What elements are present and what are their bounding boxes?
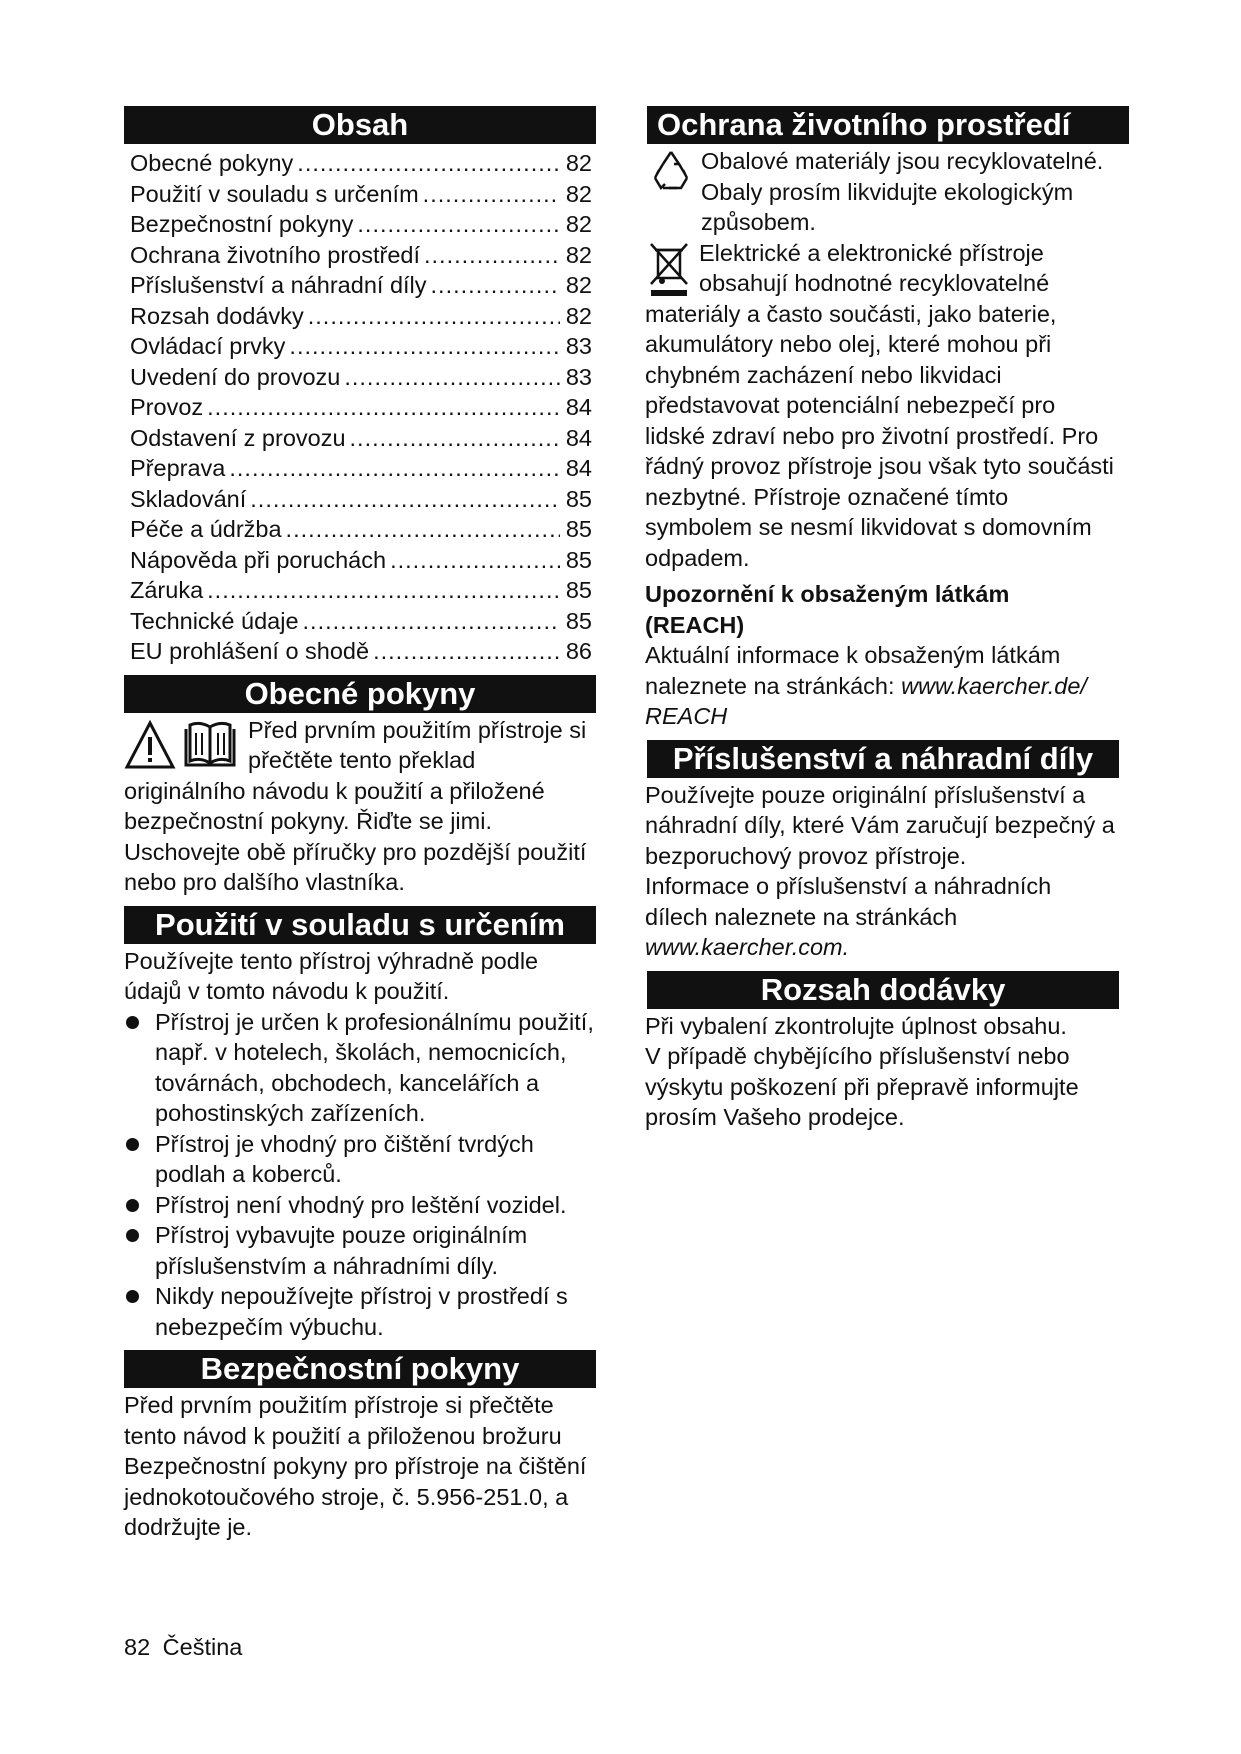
toc-entry-page: 82	[565, 211, 592, 237]
toc-entry-title: Provoz	[130, 394, 204, 420]
safety-text: Před prvním použitím přístroje si přečtěte tento návod k použití a přiloženou brožuru Bezpečnostní pokyny pro přístroje na čištění jednokotoučového stroje, č. 5.956-251.0, a dodržujte je.	[124, 1392, 587, 1540]
general-heading: Obecné pokyny	[124, 675, 596, 713]
safety-section	[124, 1350, 596, 1543]
toc-entry[interactable]	[130, 240, 596, 271]
toc-leader-dots	[297, 148, 560, 179]
toc-entry-title: Skladování	[130, 485, 247, 512]
toc-entry-title: Nápověda při poruchách	[130, 546, 387, 573]
toc-entry-title: Odstavení z provozu	[130, 424, 346, 451]
toc-leader-dots	[423, 179, 560, 210]
accessories-text: Používejte pouze originální příslušenství a náhradní díly, které Vám zaručují bezpečný a bezporuchový provoz přístroje.	[645, 781, 1115, 869]
toc-entry[interactable]	[130, 545, 596, 576]
weee-text: Elektrické a elektronické přístroje obsahují hodnotné recyklovatelné materiály a často součásti, jako baterie, akumulátory nebo olej, které mohou při chybném zacházení nebo likvidaci představovat potenciální nebezpečí pro lidské zdraví nebo pro životní prostředí. Pro řádný provoz přístroje jsou však tyto součásti nezbytné. Přístroje označené tímto symbolem se nesmí likvidovat s domovním odpadem.	[645, 239, 1114, 571]
toc-leader-dots	[350, 423, 560, 454]
warning-triangle-icon	[124, 719, 176, 771]
accessories-heading: Příslušenství a náhradní díly	[647, 740, 1119, 778]
toc-heading: Obsah	[124, 106, 596, 144]
toc-entry[interactable]	[130, 179, 596, 210]
delivery-damage-text: V případě chybějícího příslušenství nebo výskytu poškození při přepravě informujte prosím Vašeho prodejce.	[645, 1043, 1079, 1130]
toc-entry-page: 85	[565, 485, 592, 512]
toc-entry-page: 82	[565, 241, 592, 268]
delivery-heading: Rozsah dodávky	[647, 971, 1119, 1009]
toc-entry-page: 84	[565, 455, 592, 481]
page-number: 82	[124, 1634, 151, 1660]
toc-entry[interactable]	[130, 606, 596, 637]
toc-entry-page: 82	[565, 150, 592, 176]
toc-entry-title: Bezpečnostní pokyny	[130, 211, 354, 237]
intended-use-bullet-list	[124, 1007, 596, 1343]
toc-leader-dots	[390, 545, 560, 576]
toc-leader-dots	[207, 575, 560, 606]
page-footer	[124, 1634, 242, 1661]
toc-leader-dots	[357, 209, 559, 240]
toc-entry-page: 84	[565, 394, 592, 420]
environment-heading: Ochrana životního prostředí	[647, 106, 1129, 144]
toc-entry[interactable]	[130, 392, 596, 423]
intended-use-intro: Používejte tento přístroj výhradně podle údajů v tomto návodu k použití.	[124, 947, 539, 1004]
toc-entry-page: 83	[565, 333, 592, 359]
toc-entry[interactable]	[130, 209, 596, 240]
toc-entry[interactable]	[130, 453, 596, 484]
safety-heading: Bezpečnostní pokyny	[124, 1350, 596, 1388]
toc-entry-title: EU prohlášení o shodě	[130, 638, 370, 664]
toc-entry[interactable]	[130, 362, 596, 393]
toc-entry-title: Záruka	[130, 577, 204, 603]
toc-leader-dots	[431, 270, 560, 301]
toc-entry-page: 82	[565, 302, 592, 329]
right-column	[645, 106, 1115, 1133]
footer-language: Čeština	[162, 1634, 243, 1660]
reach-paragraph	[645, 640, 1115, 732]
toc-entry-title: Přeprava	[130, 455, 226, 481]
toc-leader-dots	[250, 484, 560, 515]
intended-use-bullet: Přístroj je vhodný pro čištění tvrdých podlah a koberců.	[124, 1129, 596, 1190]
accessories-section	[645, 740, 1115, 963]
intended-use-bullet: Přístroj vybavujte pouze originálním příslušenstvím a náhradními díly.	[124, 1220, 596, 1281]
toc-leader-dots	[229, 453, 560, 484]
intended-use-bullet: Nikdy nepoužívejte přístroj v prostředí s nebezpečím výbuchu.	[124, 1281, 596, 1342]
recycling-icon	[649, 148, 693, 192]
toc-leader-dots	[308, 301, 560, 332]
toc-entry[interactable]	[130, 301, 596, 332]
general-section	[124, 675, 596, 898]
intended-use-section	[124, 906, 596, 1343]
toc-entry-page: 85	[565, 546, 592, 573]
packaging-text: Obalové materiály jsou recyklovatelné. Obaly prosím likvidujte ekologickým způsobem.	[701, 148, 1104, 235]
toc-entry-page: 84	[565, 424, 592, 451]
toc-entry-title: Technické údaje	[130, 607, 299, 634]
toc-leader-dots	[344, 362, 560, 393]
read-manual-book-icon	[182, 719, 238, 771]
toc-entry-title: Rozsah dodávky	[130, 302, 304, 329]
reach-heading: Upozornění k obsaženým látkám (REACH)	[645, 581, 1010, 638]
reach-text: Aktuální informace k obsaženým látkám naleznete na stránkách:	[645, 642, 1061, 699]
toc-entry[interactable]	[130, 575, 596, 606]
toc-entry[interactable]	[130, 514, 596, 545]
toc-entry-title: Ochrana životního prostředí	[130, 241, 420, 268]
toc-entry[interactable]	[130, 636, 596, 667]
left-column	[124, 106, 596, 1543]
delivery-check-text: Při vybalení zkontrolujte úplnost obsahu.	[645, 1012, 1067, 1039]
intended-use-heading: Použití v souladu s určením	[124, 906, 596, 944]
toc-leader-dots	[289, 331, 559, 362]
toc-entry-title: Uvedení do provozu	[130, 363, 341, 390]
toc-entry-page: 85	[565, 577, 592, 603]
general-text: Před prvním použitím přístroje si přečtěte tento překlad originálního návodu k použití a přiložené bezpečnostní pokyny. Řiďte se jimi. Uschovejte obě příručky pro pozdější použití nebo pro dalšího vlastníka.	[124, 716, 587, 895]
accessories-info: Informace o příslušenství a náhradních dílech naleznete na stránkách	[645, 873, 1052, 930]
toc-entry-page: 85	[565, 607, 592, 634]
toc-entry[interactable]	[130, 270, 596, 301]
toc-leader-dots	[303, 606, 560, 637]
toc-entry-title: Použití v souladu s určením	[130, 180, 419, 207]
toc-entry[interactable]	[130, 423, 596, 454]
toc-leader-dots	[373, 636, 560, 667]
toc-entry-page: 82	[565, 272, 592, 298]
accessories-link[interactable]: www.kaercher.com.	[645, 934, 850, 960]
toc-leader-dots	[286, 514, 560, 545]
toc-entry-title: Příslušenství a náhradní díly	[130, 272, 427, 298]
toc-entry[interactable]	[130, 148, 596, 179]
toc-entry-page: 83	[565, 363, 592, 390]
intended-use-bullet: Přístroj je určen k profesionálnímu použití, např. v hotelech, školách, nemocnicích, továrnách, obchodech, kancelářích a pohostinských zařízeních.	[124, 1007, 596, 1129]
toc-entry[interactable]	[130, 484, 596, 515]
warning-icons	[124, 719, 238, 771]
toc-entry-page: 86	[565, 638, 592, 664]
reach-link[interactable]: www.kaercher.de/ REACH	[645, 672, 1087, 729]
toc-leader-dots	[207, 392, 560, 423]
toc-entry-title: Ovládací prvky	[130, 333, 286, 359]
toc-entry-title: Obecné pokyny	[130, 150, 294, 176]
crossed-out-wheelie-bin-icon	[647, 240, 691, 296]
toc-list	[130, 146, 596, 667]
delivery-section	[645, 971, 1115, 1133]
environment-section	[645, 106, 1115, 732]
toc-leader-dots	[424, 240, 560, 271]
toc-entry[interactable]	[130, 331, 596, 362]
toc-entry-page: 82	[565, 180, 592, 207]
toc-entry-title: Péče a údržba	[130, 516, 282, 542]
toc-entry-page: 85	[565, 516, 592, 542]
intended-use-bullet: Přístroj není vhodný pro leštění vozidel.	[124, 1190, 596, 1221]
